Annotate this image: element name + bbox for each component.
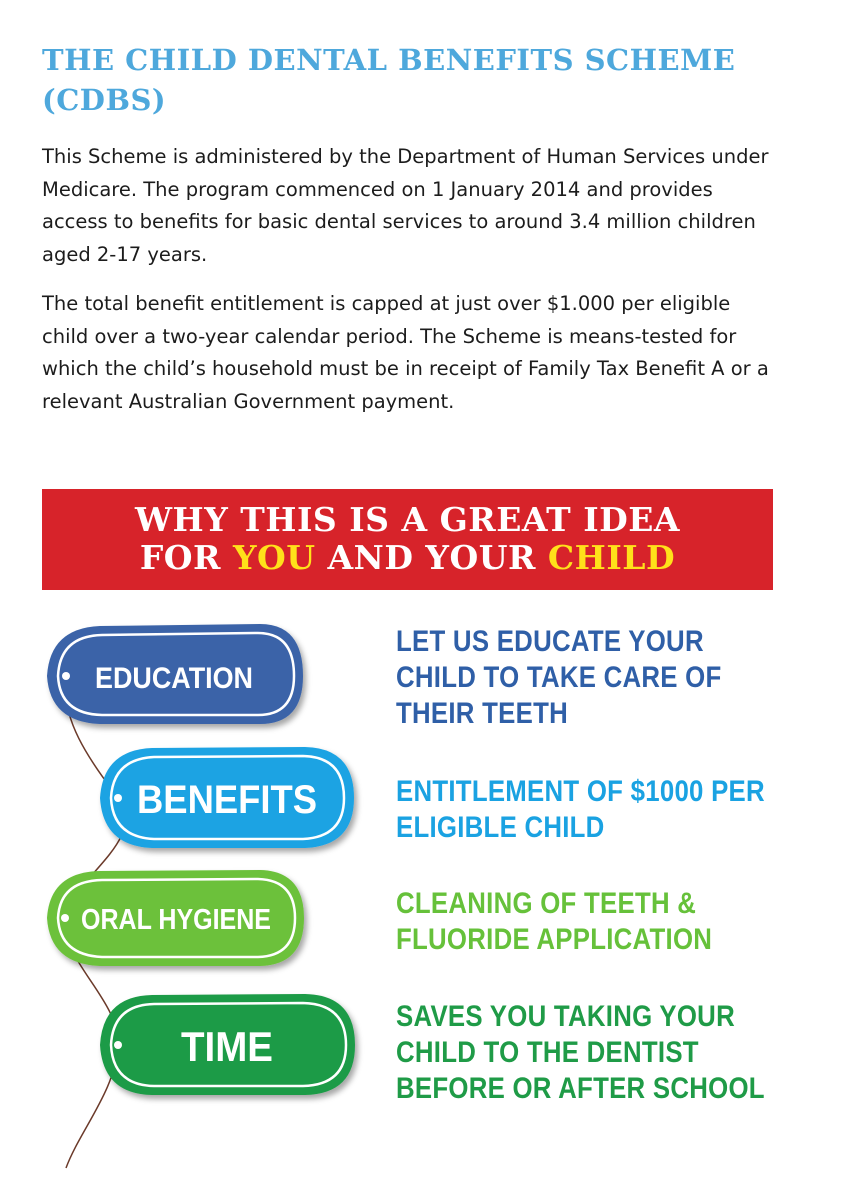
banner-line-2 [42,539,773,577]
banner-child: CHILD [547,538,676,577]
page-title: THE CHILD DENTAL BENEFITS SCHEME (CDBS) [42,43,736,117]
entitlement-paragraph: The total benefit entitlement is capped at just over $1.000 per eligible child over a two-year calendar period. The Scheme is means-tested for which the child’s household must be in receipt of Family Tax Benefit A or a relevant Australian Government payment. [42,292,769,413]
oral-hygiene-description: CLEANING OF TEETH & FLUORIDE APPLICATION [396,887,713,956]
education-description: LET US EDUCATE YOUR CHILD TO TAKE CARE OF THEIR TEETH [396,625,722,730]
tag-oral-hygiene-hole [61,914,69,922]
banner-prefix: FOR [139,538,233,577]
tag-time-label: TIME [181,1023,273,1070]
banner-line-1: WHY THIS IS A GREAT IDEA [134,500,681,539]
time-description: SAVES YOU TAKING YOUR CHILD TO THE DENTIST BEFORE OR AFTER SCHOOL [396,1000,765,1105]
tag-benefits-label: BENEFITS [137,778,317,822]
tag-education-hole [62,672,70,680]
banner-middle: AND YOUR [315,538,548,577]
banner-you: YOU [232,538,316,577]
benefits-description: ENTITLEMENT OF $1000 PER ELIGIBLE CHILD [396,775,765,844]
tag-time-hole [114,1041,122,1049]
great-idea-banner [42,489,773,590]
tag-education-label: EDUCATION [95,662,253,695]
tag-benefits-hole [114,794,122,802]
intro-paragraph: This Scheme is administered by the Department of Human Services under Medicare. The program commenced on 1 January 2014 and provides access to benefits for basic dental services to around 3.4 million children aged 2-17 years. [42,145,769,266]
tag-oral-hygiene-label: ORAL HYGIENE [81,904,271,936]
